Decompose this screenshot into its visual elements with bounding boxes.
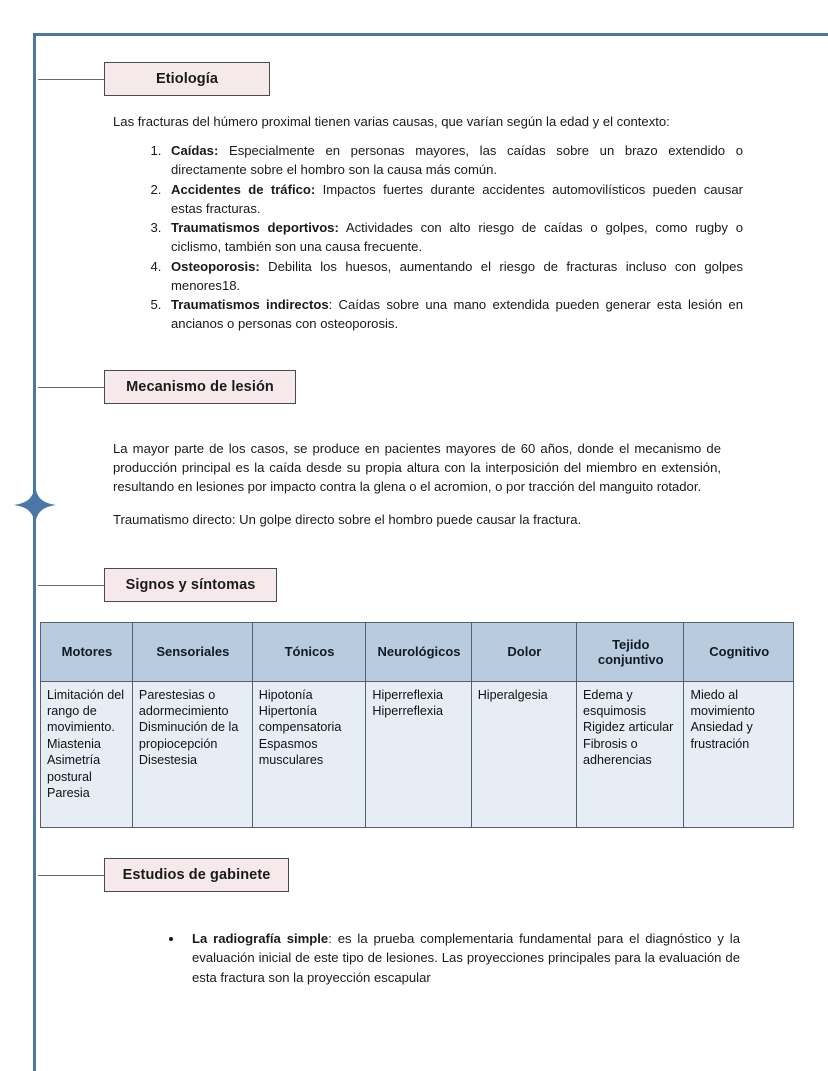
cell-line: Rigidez articular (583, 720, 674, 735)
table-row (41, 681, 794, 827)
header-box-mecanismo (104, 370, 296, 404)
cell-line: Disminución de la propiocepción (138, 720, 239, 751)
table-cell (577, 681, 684, 827)
connector-line-gabinete (38, 875, 106, 876)
list-item (165, 218, 743, 256)
cell-line: Ansiedad y frustración (690, 720, 753, 751)
list-item-text: Especialmente en personas mayores, las caídas sobre un brazo extendido o directamente sobre el hombro son la causa más común. (171, 143, 743, 178)
table-header-cell: Sensoriales (132, 622, 252, 681)
cell-line: Hiperalgesia (477, 687, 548, 702)
list-item (165, 141, 743, 179)
list-item-term: Traumatismos indirectos (171, 297, 329, 313)
cell-line: Miastenia (47, 736, 101, 751)
cell-line: Espasmos musculares (258, 736, 324, 768)
symptoms-table (40, 622, 794, 828)
list-item-term: Traumatismos deportivos: (171, 220, 339, 236)
list-item-text: : Caídas sobre una mano extendida pueden generar esta lesión en ancianos o personas con osteoporosis. (171, 297, 743, 332)
cell-line: Asimetría postural (47, 753, 101, 784)
table-cell (132, 681, 252, 827)
table-cell (684, 681, 794, 827)
list-item-text: : es la prueba complementaria fundamental para el diagnóstico y la evaluación inicial de este tipo de lesiones. Las proyecciones principales para la evaluación de esta fractura son la proyección escapular (192, 930, 740, 986)
list-item-text: Impactos fuertes durante accidentes automovilísticos pueden causar estas fracturas. (171, 181, 744, 216)
cell-line: Paresia (47, 786, 90, 801)
header-box-signos (104, 568, 277, 602)
connector-line-mecanismo (38, 387, 106, 388)
table-header-cell: Tejido conjuntivo (577, 622, 684, 681)
table-header-cell: Dolor (471, 622, 576, 681)
cell-line: Fibrosis o adherencias (583, 736, 652, 768)
table-header-cell: Tónicos (252, 622, 366, 681)
header-label-gabinete: Estudios de gabinete (122, 866, 271, 883)
cell-line: Hiperreflexia (372, 687, 444, 702)
cell-line: Hiperreflexia (372, 704, 444, 718)
document-content (36, 36, 828, 1071)
table-cell (366, 681, 471, 827)
connector-line-etiologia (38, 79, 106, 80)
list-item-term: Caídas: (171, 143, 219, 159)
cell-line: Hipertonía compensatoria (258, 704, 342, 735)
gabinete-list (156, 929, 740, 989)
list-item-text: Debilita los huesos, aumentando el riesgo de fracturas incluso con golpes menores18. (171, 258, 743, 293)
section-header-signos (36, 568, 828, 602)
connector-line-signos (38, 585, 106, 586)
etiologia-intro-paragraph: Las fracturas del húmero proximal tienen varias causas, que varían según la edad y el contexto: (113, 114, 670, 129)
header-label-etiologia: Etiología (155, 71, 219, 87)
header-label-signos: Signos y síntomas (125, 576, 256, 593)
cell-line: Disestesia (138, 753, 198, 768)
header-box-etiologia (104, 62, 270, 96)
table-header-cell: Motores (41, 622, 133, 681)
cell-line: Miedo al movimiento (690, 687, 755, 718)
table-cell (41, 681, 133, 827)
etiologia-list (135, 141, 743, 333)
list-item-term: Accidentes de tráfico: (171, 181, 316, 197)
list-item (165, 180, 743, 218)
mecanismo-paragraph-1: La mayor parte de los casos, se produce en pacientes mayores de 60 años, donde el mecanismo de producción principal es la caída desde su propia altura con la interposición del miembro en extensión, resultando en lesiones por impacto contra la glena o el acromion, o por tracción del manguito rotador. (113, 440, 721, 495)
cell-line: Edema y esquimosis (583, 687, 647, 718)
table-header-cell: Cognitivo (684, 622, 794, 681)
cell-line: Limitación del rango de movimiento. (47, 687, 125, 735)
list-item (165, 295, 743, 333)
table-cell (252, 681, 366, 827)
table-header-cell: Neurológicos (366, 622, 471, 681)
section-header-etiologia (36, 62, 828, 96)
table-cell (471, 681, 576, 827)
header-box-gabinete (104, 858, 289, 892)
list-item-term: La radiografía simple (192, 930, 329, 946)
list-item (165, 257, 743, 295)
mecanismo-paragraph-2: Traumatismo directo: Un golpe directo sobre el hombro puede causar la fractura. (113, 512, 582, 528)
list-item (184, 929, 740, 989)
cell-line: Parestesias o adormecimiento (138, 687, 229, 718)
list-item-term: Osteoporosis: (171, 258, 260, 274)
section-header-gabinete (36, 858, 828, 892)
header-label-mecanismo: Mecanismo de lesión (126, 378, 274, 395)
list-item-text: Actividades con alto riesgo de caídas o golpes, como rugby o ciclismo, también son una causa frecuente. (171, 220, 743, 255)
table-header-row (41, 622, 794, 681)
section-header-mecanismo (36, 370, 828, 404)
cell-line: Hipotonía (258, 687, 313, 702)
